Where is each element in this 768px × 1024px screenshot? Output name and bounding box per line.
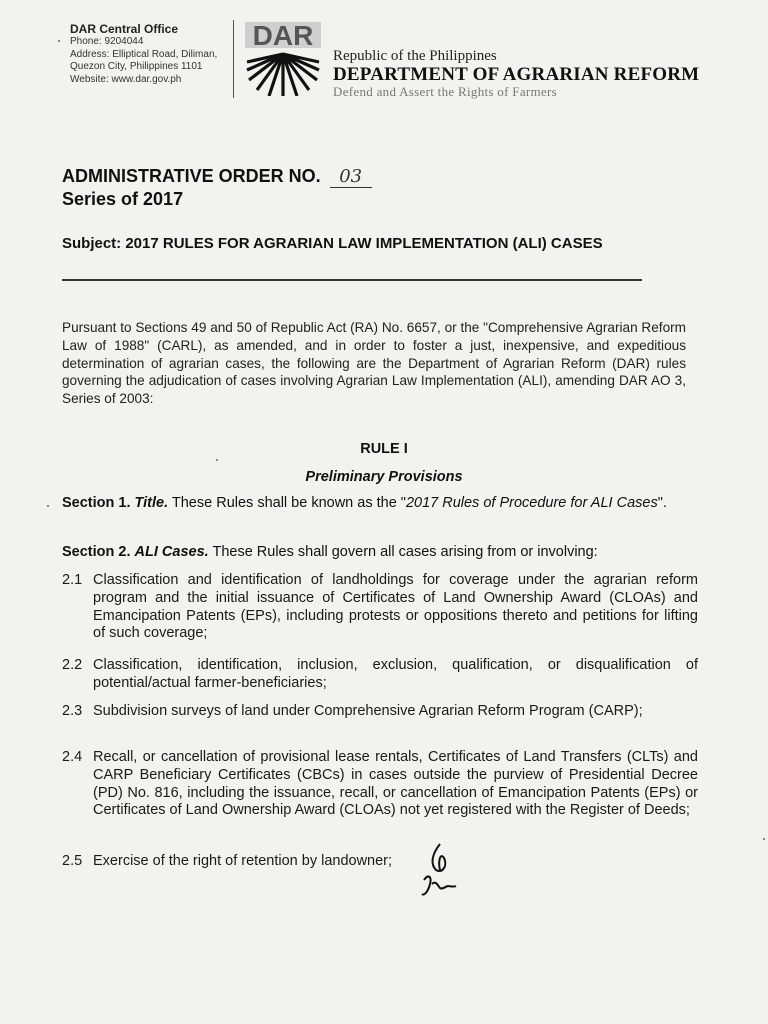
logo-text: DAR — [252, 20, 314, 51]
scan-speck — [47, 505, 49, 507]
item-text: Classification and identification of landholdings for coverage under the agrarian reform program and the initial issuance of Certificates of Land Ownership Award (CLOAs) and Emancipation Patents (EPs), including protests or oppositions thereto and petitions for lifting of such coverage; — [93, 572, 698, 642]
list-item — [62, 703, 698, 721]
office-name: DAR Central Office — [70, 22, 179, 36]
section-2 — [62, 543, 696, 562]
item-text: Recall, or cancellation of provisional lease rentals, Certificates of Land Transfers (CLTs) and CARP Beneficiary Certificates (CBCs) in cases outside the purview of Presidential Decree (PD) No. 816, including the issuance, recall, or cancellation of Emancipation Patents (EPs) or Certificates of Land Ownership Award (CLOAs) not yet registered with the Register of Deeds; — [93, 749, 698, 819]
rule-heading: RULE I — [360, 441, 408, 457]
agency-block — [333, 48, 733, 99]
item-text: Exercise of the right of retention by landowner; — [93, 853, 393, 869]
section-1 — [62, 494, 696, 513]
section-1-label: Section 1. — [62, 495, 131, 511]
section-2-text: These Rules shall govern all cases arising from or involving: — [212, 544, 598, 560]
republic-label: Republic of the Philippines — [333, 48, 497, 64]
intro-paragraph: Pursuant to Sections 49 and 50 of Republic Act (RA) No. 6657, or the "Comprehensive Agrarian Reform Law of 1988" (CARL), as amended, and in order to foster a just, inexpensive, and expeditious determination of agrarian cases, the following are the Department of Agrarian Reform (DAR) rules governing the adjudication of cases involving Agrarian Law Implementation (ALI), amending DAR AO 3, Series of 2003: — [62, 320, 686, 407]
order-label: ADMINISTRATIVE ORDER NO. — [62, 166, 321, 186]
header-divider — [233, 20, 234, 98]
list-item — [62, 657, 698, 693]
order-title — [62, 166, 372, 188]
phone: Phone: 9204044 — [70, 36, 144, 47]
dar-logo-icon — [243, 18, 323, 96]
website: Website: www.dar.gov.ph — [70, 73, 182, 85]
item-number: 2.1 — [62, 572, 83, 588]
section-1-italic: 2017 Rules of Procedure for ALI Cases — [405, 495, 658, 511]
handwritten-initials-icon — [410, 840, 460, 900]
scan-speck — [58, 40, 60, 42]
item-number: 2.5 — [62, 853, 83, 869]
agency-motto: Defend and Assert the Rights of Farmers — [333, 84, 557, 99]
order-number: 03 — [330, 166, 372, 188]
order-subject: Subject: 2017 RULES FOR AGRARIAN LAW IMPLEMENTATION (ALI) CASES — [62, 235, 603, 252]
section-2-label: Section 2. — [62, 544, 131, 560]
section-1-title: Title. — [134, 495, 169, 511]
item-number: 2.2 — [62, 657, 83, 673]
item-number: 2.3 — [62, 703, 83, 719]
scan-speck — [763, 838, 765, 840]
contact-block — [70, 22, 240, 86]
scan-speck — [216, 459, 218, 461]
list-item — [62, 749, 698, 820]
address-line-2: Quezon City, Philippines 1101 — [70, 61, 203, 72]
item-text: Subdivision surveys of land under Comprehensive Agrarian Reform Program (CARP); — [93, 703, 643, 719]
list-item — [62, 853, 698, 871]
item-number: 2.4 — [62, 749, 83, 765]
section-2-title: ALI Cases. — [134, 544, 209, 560]
section-1-text-before: These Rules shall be known as the " — [171, 495, 406, 511]
rule-subheading: Preliminary Provisions — [305, 469, 463, 485]
subject-underline — [62, 279, 642, 281]
list-item — [62, 572, 698, 643]
item-text: Classification, identification, inclusion, exclusion, qualification, or disqualification of potential/actual farmer-beneficiaries; — [93, 657, 698, 691]
order-series: Series of 2017 — [62, 189, 184, 209]
section-1-text-after: ". — [657, 495, 667, 511]
department-name: DEPARTMENT OF AGRARIAN REFORM — [333, 64, 700, 85]
address-line-1: Address: Elliptical Road, Diliman, — [70, 48, 218, 60]
